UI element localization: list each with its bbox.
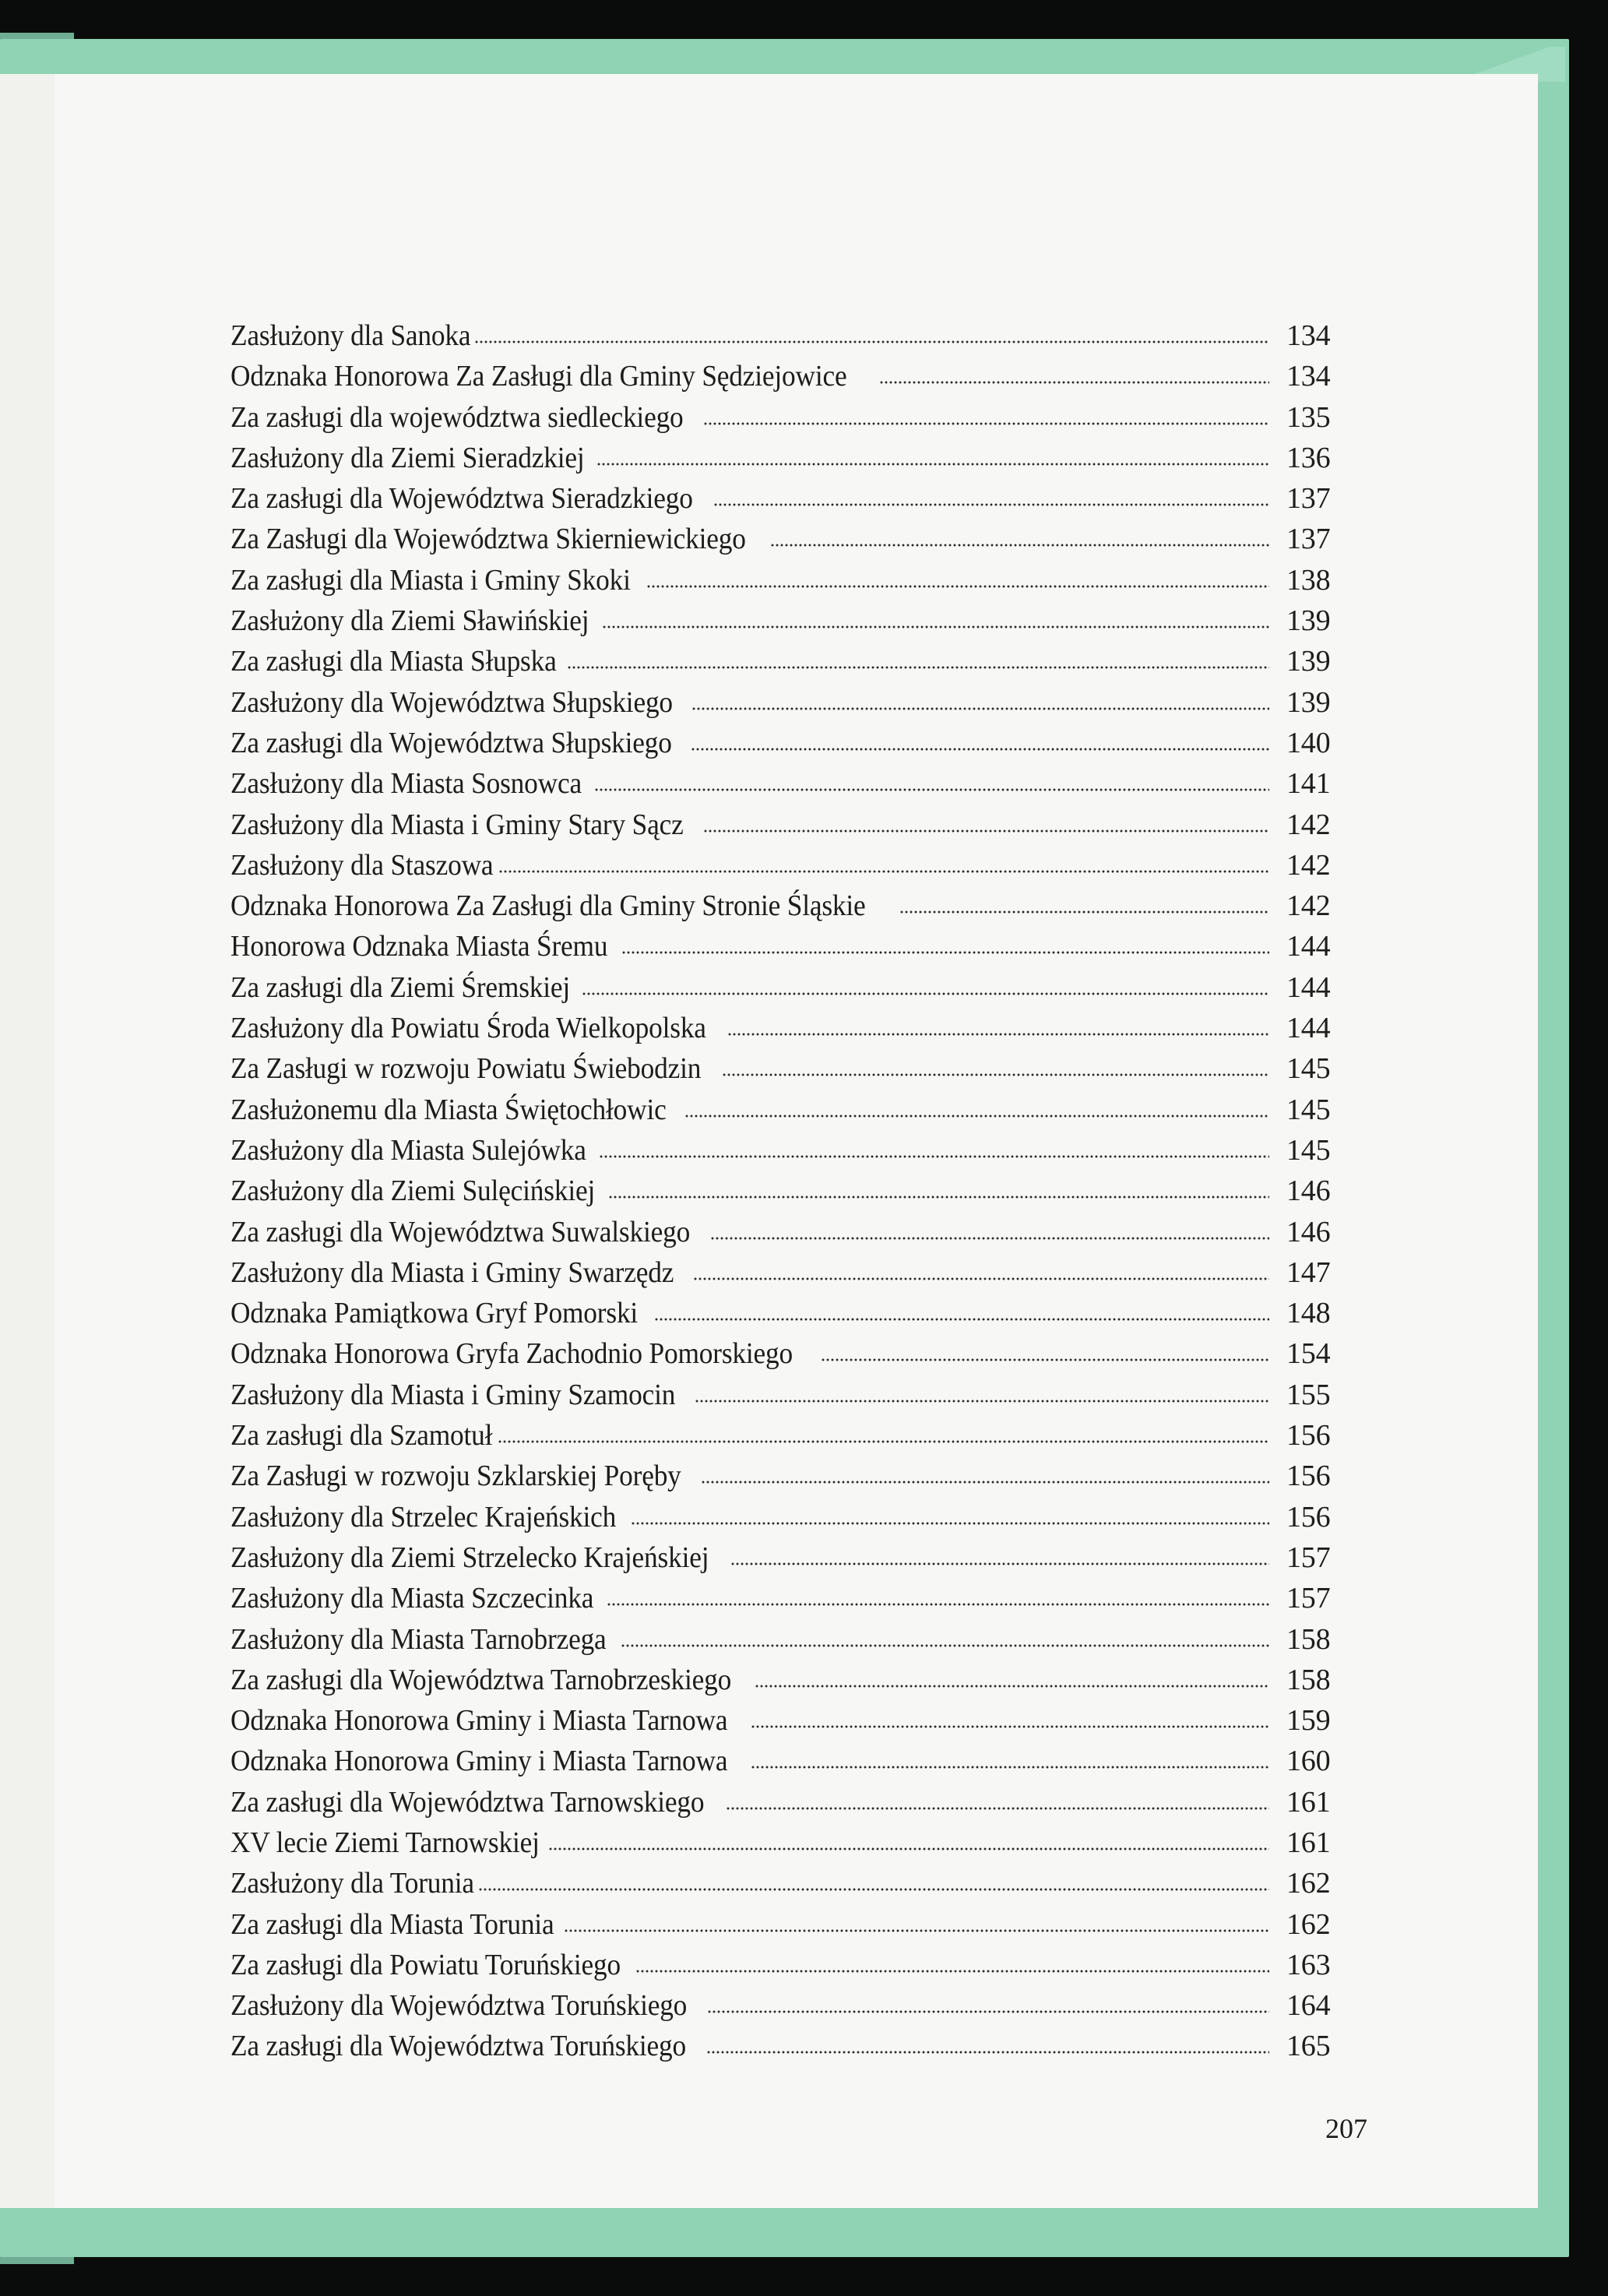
toc-entry-title: Zasłużony dla Powiatu Środa Wielkopolska [230,1012,706,1045]
dot-leader [474,339,1269,345]
toc-entry[interactable] [230,481,1335,522]
toc-entry-title: Zasłużonemu dla Miasta Świętochłowic [230,1093,667,1126]
previous-page-edge [0,74,56,2208]
dot-leader [621,1643,1269,1649]
toc-entry-title: Zasłużony dla Miasta i Gminy Szamocin [230,1378,676,1411]
toc-entry[interactable] [230,1866,1335,1907]
toc-entry-page: 158 [1286,1663,1331,1696]
toc-entry[interactable] [230,929,1335,970]
toc-entry-page: 154 [1286,1337,1331,1371]
toc-entry-title: Za zasługi dla Miasta Słupska [230,645,557,678]
toc-entry-page: 144 [1286,1012,1331,1045]
toc-entry-title: Zasłużony dla Torunia [230,1867,474,1900]
toc-entry-title: Zasłużony dla Miasta Tarnobrzega [230,1622,607,1656]
toc-entry[interactable] [230,1907,1335,1948]
dot-leader [596,461,1269,467]
dot-leader [691,706,1269,712]
toc-entry-page: 144 [1286,970,1331,1004]
toc-entry-title: Zasłużony dla Miasta i Gminy Swarzędz [230,1255,674,1289]
toc-entry-page: 142 [1286,889,1331,923]
dot-leader [701,1479,1269,1485]
toc-entry[interactable] [230,1622,1335,1663]
toc-entry-title: Zasłużony dla Ziemi Sulęcińskiej [230,1174,596,1208]
toc-entry[interactable] [230,1785,1335,1826]
dot-leader [703,421,1269,427]
dot-leader [548,1846,1269,1852]
dot-leader [706,2049,1269,2055]
dot-leader [594,787,1269,793]
toc-entry-title: Zasłużony dla Ziemi Strzelecko Krajeńskiej [230,1541,709,1574]
toc-entry[interactable] [230,1663,1335,1703]
dot-leader [564,1928,1269,1934]
toc-entry[interactable] [230,889,1335,929]
toc-entry-title: Odznaka Honorowa Gminy i Miasta Tarnowa [230,1745,728,1778]
toc-entry-title: Zasłużony dla Staszowa [230,848,494,882]
toc-entry-title: Za zasługi dla województwa siedleckiego [230,400,684,434]
toc-entry-title: Za zasługi dla Województwa Tarnobrzeskiego [230,1663,732,1696]
toc-entry-page: 165 [1286,2030,1331,2063]
toc-entry-page: 138 [1286,563,1331,597]
toc-entry-page: 155 [1286,1378,1331,1411]
toc-entry[interactable] [230,1744,1335,1784]
dot-leader [654,1316,1269,1322]
toc-entry[interactable] [230,2029,1335,2069]
toc-entry-page: 146 [1286,1174,1331,1208]
toc-entry-page: 146 [1286,1215,1331,1248]
toc-entry-title: Zasłużony dla Ziemi Sławińskiej [230,604,589,638]
dot-leader [755,1683,1269,1689]
dot-leader [821,1357,1269,1363]
toc-entry[interactable] [230,1459,1335,1499]
toc-entry-title: Za zasługi dla Województwa Suwalskiego [230,1215,691,1248]
dot-leader [631,1520,1269,1527]
dot-leader [608,1194,1269,1200]
dot-leader [726,1805,1269,1812]
toc-entry-page: 157 [1286,1541,1331,1574]
toc-entry-page: 162 [1286,1867,1331,1900]
dot-leader [751,1724,1269,1730]
page-number: 207 [1325,2113,1367,2144]
dot-leader [710,1235,1269,1241]
toc-entry-title: Za zasługi dla Województwa Toruńskiego [230,2030,686,2063]
dot-leader [478,1886,1269,1893]
dot-leader [879,379,1269,386]
dot-leader [703,828,1269,834]
toc-entry-title: Za zasługi dla Miasta i Gminy Skoki [230,563,631,597]
toc-entry-title: Zasłużony dla Ziemi Sieradzkiej [230,441,585,474]
toc-entry[interactable] [230,1378,1335,1418]
toc-entry-title: Za zasługi dla Województwa Słupskiego [230,726,672,759]
toc-entry[interactable] [230,522,1335,562]
dot-leader [727,1031,1269,1037]
toc-entry-page: 147 [1286,1255,1331,1289]
toc-entry[interactable] [230,359,1335,400]
dot-leader [582,991,1269,997]
toc-entry-page: 160 [1286,1745,1331,1778]
toc-entry[interactable] [230,1133,1335,1174]
toc-entry[interactable] [230,563,1335,604]
toc-entry-page: 164 [1286,1989,1331,2023]
toc-entry-page: 156 [1286,1500,1331,1534]
dot-leader [621,949,1269,956]
toc-entry-title: Za Zasługi w rozwoju Powiatu Świebodzin [230,1052,702,1086]
toc-entry-page: 141 [1286,767,1331,801]
toc-entry-title: Zasłużony dla Sanoka [230,319,471,352]
toc-entry-title: Za Zasługi w rozwoju Szklarskiej Poręby [230,1460,681,1493]
dot-leader [567,664,1269,671]
toc-entry-page: 145 [1286,1133,1331,1167]
toc-entry-title: Za zasługi dla Powiatu Toruńskiego [230,1948,621,1981]
toc-entry[interactable] [230,441,1335,481]
toc-entry-title: Za zasługi dla Województwa Sieradzkiego [230,482,693,516]
toc-entry-page: 140 [1286,726,1331,759]
toc-entry-page: 139 [1286,604,1331,638]
table-of-contents [230,319,1335,2070]
toc-entry-page: 135 [1286,400,1331,434]
dot-leader [770,542,1269,548]
toc-entry[interactable] [230,1826,1335,1866]
toc-entry-page: 136 [1286,441,1331,474]
toc-entry[interactable] [230,644,1335,685]
toc-entry-page: 162 [1286,1907,1331,1941]
dot-leader [691,746,1269,752]
toc-entry[interactable] [230,848,1335,889]
dot-leader [899,909,1269,915]
toc-entry[interactable] [230,1500,1335,1541]
toc-entry-page: 142 [1286,808,1331,841]
toc-entry[interactable] [230,604,1335,644]
toc-entry[interactable] [230,766,1335,807]
toc-entry[interactable] [230,1948,1335,1988]
toc-entry-title: XV lecie Ziemi Tarnowskiej [230,1826,540,1859]
toc-entry-title: Zasłużony dla Województwa Toruńskiego [230,1989,688,2023]
toc-entry-title: Zasłużony dla Województwa Słupskiego [230,685,673,719]
toc-entry-title: Za Zasługi dla Województwa Skierniewickiego [230,523,746,556]
dot-leader [693,1276,1269,1282]
toc-entry-page: 134 [1286,360,1331,393]
toc-entry[interactable] [230,970,1335,1011]
toc-entry-page: 161 [1286,1785,1331,1819]
toc-entry[interactable] [230,400,1335,441]
toc-entry-page: 161 [1286,1826,1331,1859]
toc-entry[interactable] [230,726,1335,766]
toc-entry[interactable] [230,1296,1335,1336]
dot-leader [498,868,1269,875]
toc-entry-title: Zasłużony dla Miasta Szczecinka [230,1582,594,1615]
toc-entry[interactable] [230,808,1335,848]
toc-entry[interactable] [230,685,1335,726]
dot-leader [695,1398,1269,1404]
dot-leader [684,1113,1269,1119]
toc-entry-page: 142 [1286,848,1331,882]
toc-entry[interactable] [230,1988,1335,2029]
toc-entry[interactable] [230,1174,1335,1214]
toc-entry-page: 145 [1286,1052,1331,1086]
dot-leader [751,1764,1269,1770]
toc-entry-page: 148 [1286,1297,1331,1330]
toc-entry-page: 137 [1286,482,1331,516]
dot-leader [602,624,1269,630]
dot-leader [498,1439,1269,1445]
toc-entry-page: 163 [1286,1948,1331,1981]
toc-entry[interactable] [230,1255,1335,1296]
toc-entry[interactable] [230,319,1335,359]
toc-entry-page: 156 [1286,1419,1331,1453]
toc-entry-page: 157 [1286,1582,1331,1615]
dot-leader [730,1561,1269,1567]
dot-leader [713,502,1269,508]
dot-leader [607,1601,1269,1608]
toc-entry-title: Za zasługi dla Województwa Tarnowskiego [230,1785,705,1819]
toc-entry[interactable] [230,1581,1335,1622]
toc-entry-page: 139 [1286,685,1331,719]
toc-entry[interactable] [230,1093,1335,1133]
toc-entry-title: Odznaka Honorowa Za Zasługi dla Gminy Stronie Śląskie [230,889,866,923]
toc-entry[interactable] [230,1336,1335,1377]
toc-entry-title: Odznaka Honorowa Za Zasługi dla Gminy Sędziejowice [230,360,847,393]
toc-entry-page: 158 [1286,1622,1331,1656]
toc-entry[interactable] [230,1541,1335,1581]
dot-leader [599,1153,1269,1160]
toc-entry-page: 139 [1286,645,1331,678]
toc-entry-title: Za zasługi dla Ziemi Śremskiej [230,970,571,1004]
toc-entry-title: Zasłużony dla Miasta Sosnowca [230,767,582,801]
toc-entry-title: Honorowa Odznaka Miasta Śremu [230,930,608,963]
toc-entry[interactable] [230,1418,1335,1459]
toc-entry-title: Odznaka Honorowa Gryfa Zachodnio Pomorskiego [230,1337,793,1371]
toc-entry-page: 144 [1286,930,1331,963]
toc-entry-title: Odznaka Pamiątkowa Gryf Pomorski [230,1297,639,1330]
toc-entry-page: 145 [1286,1093,1331,1126]
toc-entry-page: 159 [1286,1704,1331,1738]
toc-entry-title: Zasłużony dla Miasta i Gminy Stary Sącz [230,808,684,841]
dot-leader [635,1968,1269,1974]
dot-leader [646,583,1269,590]
toc-entry[interactable] [230,1703,1335,1744]
dot-leader [707,2009,1269,2015]
toc-entry-title: Odznaka Honorowa Gminy i Miasta Tarnowa [230,1704,728,1738]
toc-entry-page: 137 [1286,523,1331,556]
toc-entry[interactable] [230,1051,1335,1092]
toc-entry[interactable] [230,1011,1335,1051]
toc-entry-title: Zasłużony dla Strzelec Krajeńskich [230,1500,617,1534]
dot-leader [722,1072,1269,1078]
toc-entry-page: 134 [1286,319,1331,352]
toc-entry-page: 156 [1286,1460,1331,1493]
toc-entry-title: Zasłużony dla Miasta Sulejówka [230,1133,586,1167]
toc-entry-title: Za zasługi dla Miasta Torunia [230,1907,554,1941]
toc-entry[interactable] [230,1215,1335,1255]
toc-entry-title: Za zasługi dla Szamotuł [230,1419,493,1453]
